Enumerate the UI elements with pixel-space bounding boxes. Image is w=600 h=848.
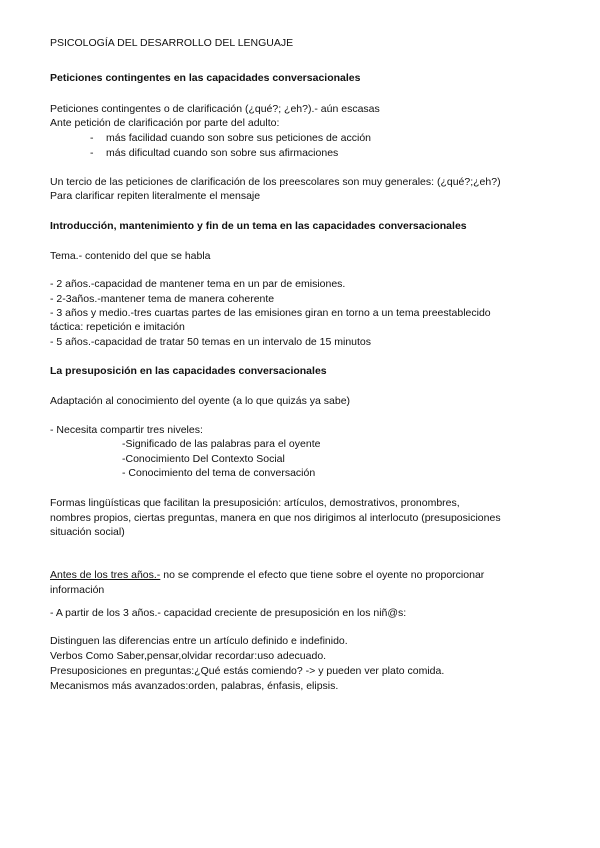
- level-item: -Conocimiento Del Contexto Social: [122, 453, 285, 465]
- text-line: Peticiones contingentes o de clarificación (¿qué?; ¿eh?).- aún escasas: [50, 103, 380, 115]
- text-line: información: [50, 584, 105, 596]
- heading-tema: Introducción, mantenimiento y fin de un tema en las capacidades conversacionales: [50, 220, 467, 232]
- heading-presuposicion: La presuposición en las capacidades conversacionales: [50, 365, 327, 377]
- text-line: Ante petición de clarificación por parte del adulto:: [50, 117, 280, 129]
- bullet-dash: -: [90, 132, 94, 144]
- list-item: - 2-3años.-mantener tema de manera coherente: [50, 293, 275, 305]
- text-line: - A partir de los 3 años.- capacidad creciente de presuposición en los niñ@s:: [50, 607, 407, 619]
- level-item: -Significado de las palabras para el oyente: [122, 438, 321, 450]
- bullet-item: más facilidad cuando son sobre sus peticiones de acción: [106, 132, 371, 144]
- text-line: situación social): [50, 526, 125, 538]
- text-line: nombres propios, ciertas preguntas, manera en que nos dirigimos al interlocuto (presuposiciones: [50, 512, 501, 524]
- list-item: Verbos Como Saber,pensar,olvidar recordar:uso adecuado.: [50, 650, 327, 662]
- heading-peticiones: Peticiones contingentes en las capacidades conversacionales: [50, 72, 361, 84]
- list-item: Distinguen las diferencias entre un artículo definido e indefinido.: [50, 635, 348, 647]
- list-item: - 2 años.-capacidad de mantener tema en un par de emisiones.: [50, 278, 346, 290]
- list-item: - 3 años y medio.-tres cuartas partes de las emisiones giran en torno a un tema preestablecido: [50, 307, 491, 319]
- doc-title: PSICOLOGÍA DEL DESARROLLO DEL LENGUAJE: [50, 37, 294, 49]
- list-item: Mecanismos más avanzados:orden, palabras, énfasis, elipsis.: [50, 680, 339, 692]
- text-line: Un tercio de las peticiones de clarificación de los preescolares son muy generales: (¿qué?;¿eh?): [50, 176, 501, 188]
- text-line: Para clarificar repiten literalmente el mensaje: [50, 190, 261, 202]
- text-line: Tema.- contenido del que se habla: [50, 250, 211, 262]
- underlined-phrase: Antes de los tres años.-: [50, 569, 161, 581]
- text-span: no se comprende el efecto que tiene sobre el oyente no proporcionar: [160, 569, 485, 581]
- bullet-item: más dificultad cuando son sobre sus afirmaciones: [106, 147, 339, 159]
- text-line: [50, 569, 484, 582]
- text-line: - Necesita compartir tres niveles:: [50, 424, 203, 436]
- level-item: - Conocimiento del tema de conversación: [122, 467, 316, 479]
- list-item: - 5 años.-capacidad de tratar 50 temas en un intervalo de 15 minutos: [50, 336, 372, 348]
- text-line: Adaptación al conocimiento del oyente (a lo que quizás ya sabe): [50, 395, 351, 407]
- list-item: Presuposiciones en preguntas:¿Qué estás comiendo? -> y pueden ver plato comida.: [50, 665, 445, 677]
- bullet-dash: -: [90, 147, 94, 159]
- list-item: táctica: repetición e imitación: [50, 321, 185, 333]
- text-line: Formas lingüísticas que facilitan la presuposición: artículos, demostrativos, pronombres,: [50, 497, 460, 509]
